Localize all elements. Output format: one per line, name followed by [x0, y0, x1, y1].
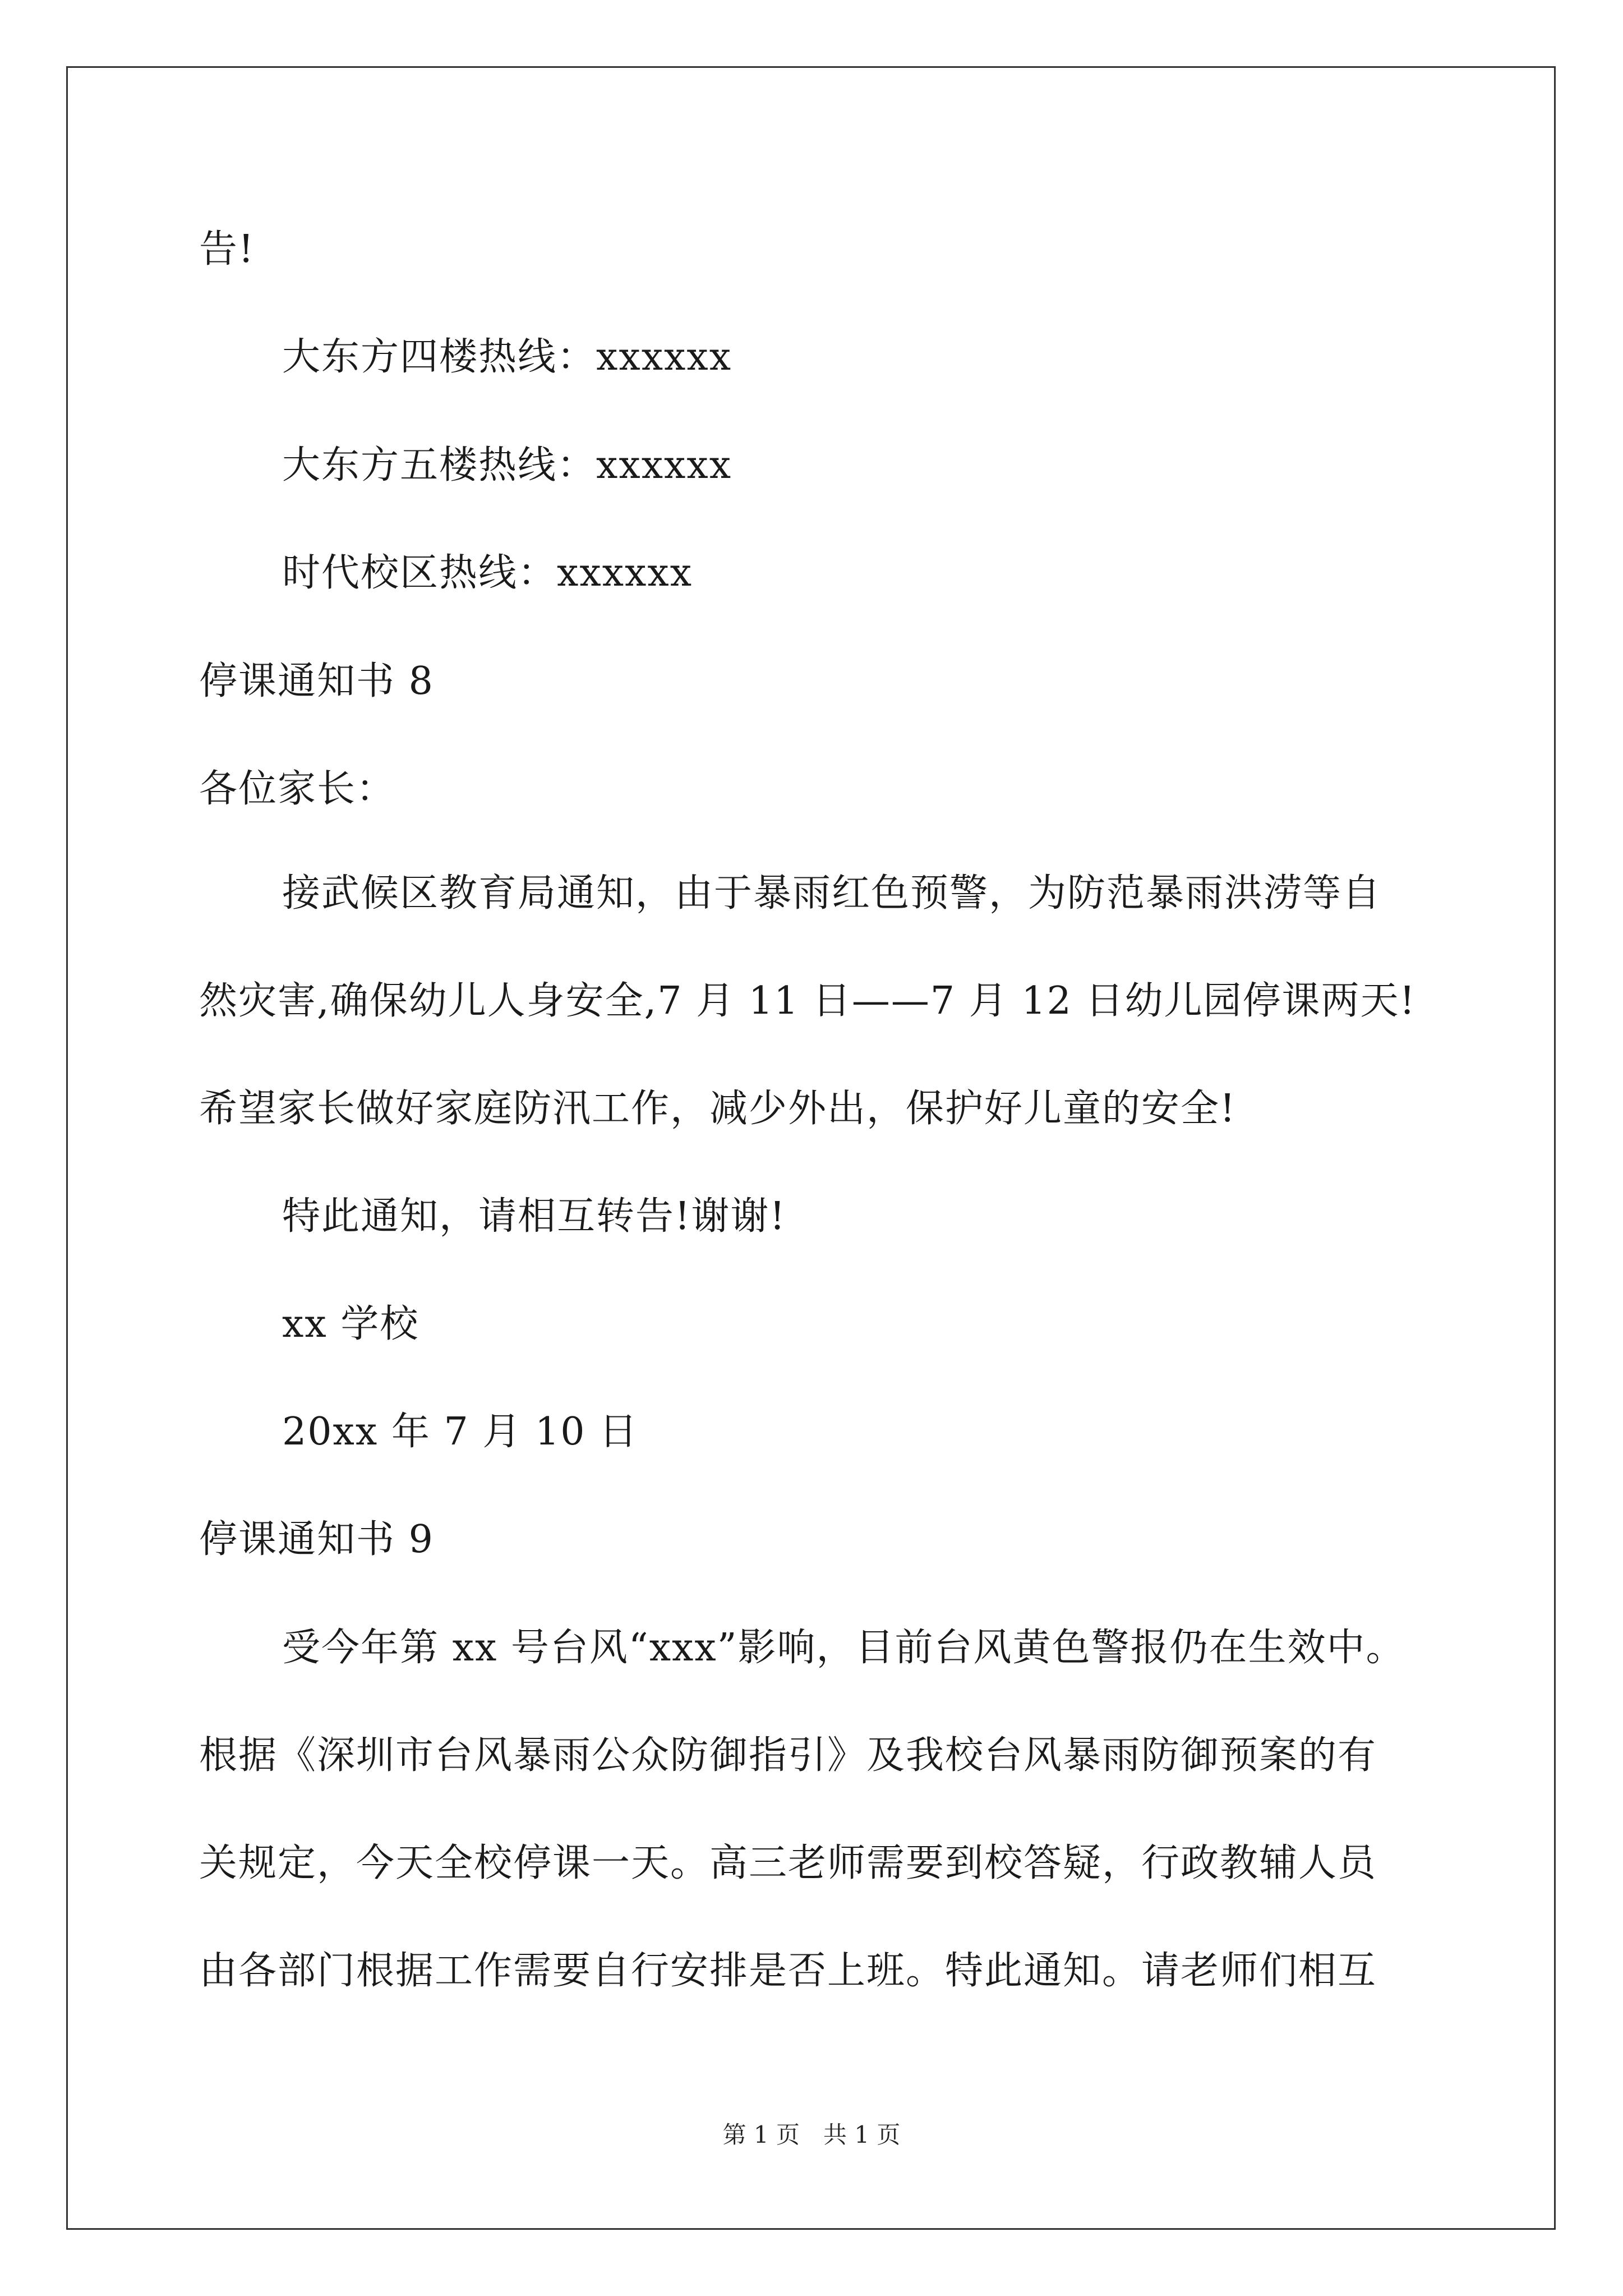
- text-line: 大东方四楼热线：xxxxxx: [282, 335, 732, 379]
- text-line: 关规定，今天全校停课一天。高三老师需要到校答疑，行政教辅人员: [199, 1841, 1377, 1885]
- text-line: 时代校区热线：xxxxxx: [282, 551, 693, 595]
- signature-date: 20xx 年 7 月 10 日: [282, 1410, 639, 1454]
- page-number-footer: 第 1 页 共 1 页: [722, 2121, 901, 2148]
- text-line: 大东方五楼热线：xxxxxx: [282, 443, 732, 487]
- text-line: 根据《深圳市台风暴雨公众防御指引》及我校台风暴雨防御预案的有: [199, 1733, 1377, 1778]
- section-heading: 停课通知书 9: [199, 1517, 434, 1562]
- page-border: [66, 66, 1556, 2230]
- text-line: 然灾害,确保幼儿人身安全,7 月 11 日——7 月 12 日幼儿园停课两天!: [199, 979, 1416, 1023]
- text-line: 接武候区教育局通知，由于暴雨红色预警，为防范暴雨洪涝等自: [282, 871, 1382, 915]
- text-line: 希望家长做好家庭防汛工作，减少外出，保护好儿童的安全!: [199, 1087, 1237, 1131]
- signature-org: xx 学校: [282, 1302, 419, 1346]
- salutation: 各位家长：: [199, 767, 396, 811]
- text-line: 告!: [199, 227, 255, 272]
- text-line: 受今年第 xx 号台风“xxx”影响，目前台风黄色警报仍在生效中。: [282, 1626, 1405, 1670]
- text-line: 由各部门根据工作需要自行安排是否上班。特此通知。请老师们相互: [199, 1949, 1377, 1993]
- text-line: 特此通知，请相互转告!谢谢!: [282, 1194, 786, 1239]
- section-heading: 停课通知书 8: [199, 659, 434, 703]
